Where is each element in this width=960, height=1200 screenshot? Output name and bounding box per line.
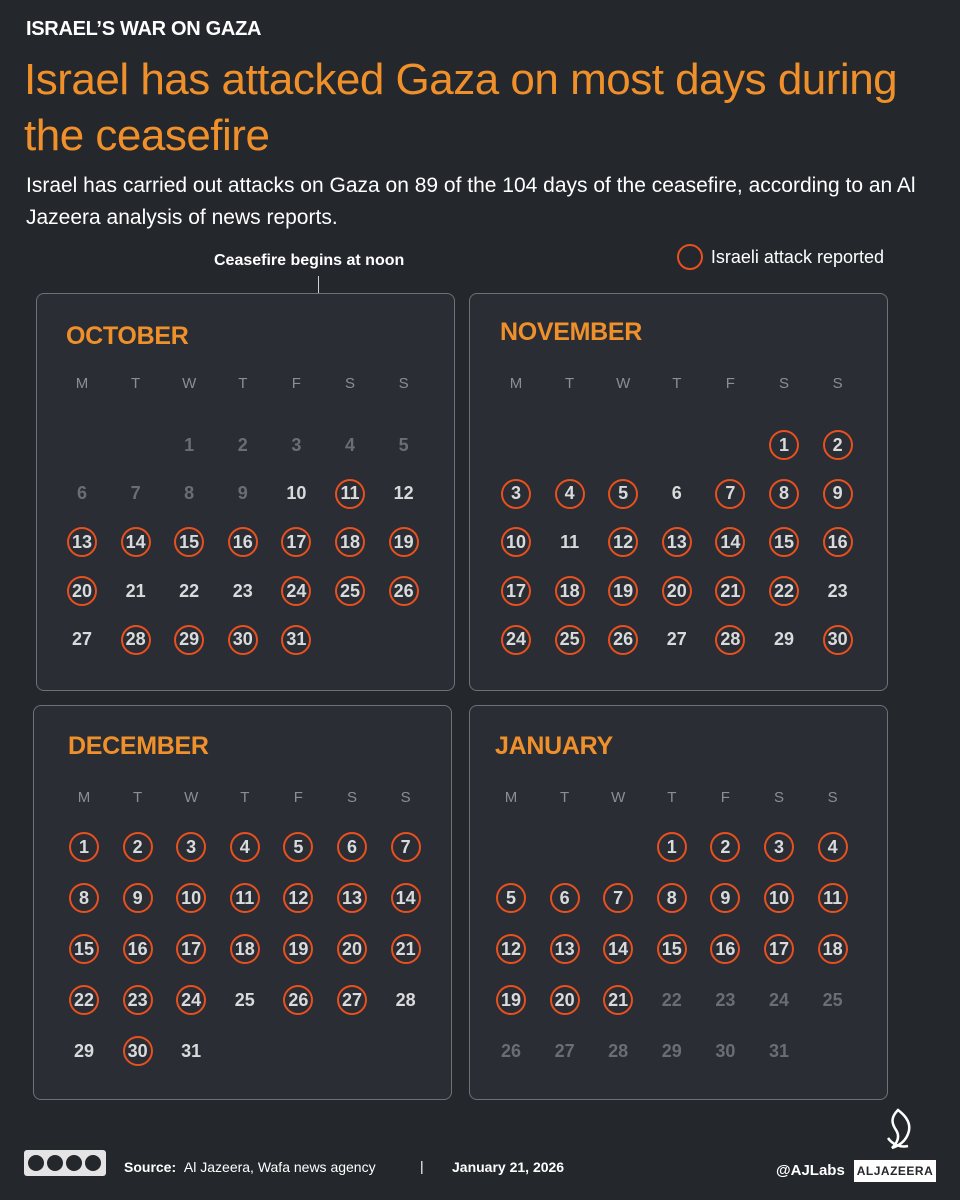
day-attack-reported: 19 (608, 576, 638, 606)
weekday-label: T (238, 374, 248, 392)
day-attack-reported: 1 (69, 832, 99, 862)
day-attack-reported: 1 (657, 832, 687, 862)
day: 21 (125, 580, 146, 601)
day-attack-reported: 3 (501, 479, 531, 509)
creative-commons-icon (24, 1150, 106, 1176)
page-title: Israel has attacked Gaza on most days during the ceasefire (24, 55, 898, 160)
day-attack-reported: 24 (281, 576, 311, 606)
weekday-label: M (509, 374, 523, 392)
day: 28 (608, 1040, 629, 1061)
day-attack-reported: 26 (283, 985, 313, 1015)
day: 10 (286, 483, 307, 504)
footer-separator: | (420, 1158, 424, 1174)
weekday-label: M (504, 788, 518, 806)
day-attack-reported: 9 (823, 479, 853, 509)
day-attack-reported: 15 (769, 527, 799, 557)
weekday-label: T (133, 788, 143, 806)
day-attack-reported: 8 (769, 479, 799, 509)
day-attack-reported: 16 (123, 934, 153, 964)
day-attack-reported: 14 (391, 883, 421, 913)
weekday-label: T (565, 374, 575, 392)
day-attack-reported: 10 (176, 883, 206, 913)
day-attack-reported: 7 (391, 832, 421, 862)
day-attack-reported: 14 (121, 527, 151, 557)
weekday-label: S (398, 374, 409, 392)
weekday-label: S (778, 374, 789, 392)
weekday-label: W (611, 788, 626, 806)
weekday-label: T (131, 374, 141, 392)
month-title: DECEMBER (68, 732, 209, 760)
day-attack-reported: 13 (337, 883, 367, 913)
day: 1 (184, 434, 195, 455)
day-attack-reported: 15 (657, 934, 687, 964)
day: 4 (344, 434, 355, 455)
weekday-label: T (240, 788, 250, 806)
day-attack-reported: 20 (67, 576, 97, 606)
day-attack-reported: 1 (769, 430, 799, 460)
legend-label: Israeli attack reported (710, 246, 884, 267)
day-attack-reported: 28 (715, 625, 745, 655)
day-attack-reported: 5 (283, 832, 313, 862)
weekday-label: S (773, 788, 784, 806)
day-attack-reported: 2 (710, 832, 740, 862)
day: 5 (398, 434, 409, 455)
day-attack-reported: 4 (555, 479, 585, 509)
day: 24 (768, 989, 790, 1010)
weekday-label: W (616, 374, 631, 392)
weekday-label: S (832, 374, 843, 392)
day-attack-reported: 8 (657, 883, 687, 913)
day: 31 (768, 1040, 790, 1061)
day-attack-reported: 12 (283, 883, 313, 913)
day-attack-reported: 22 (69, 985, 99, 1015)
day-attack-reported: 19 (496, 985, 526, 1015)
day: 30 (715, 1040, 736, 1061)
day: 27 (554, 1040, 575, 1061)
subtitle: Israel has carried out attacks on Gaza on 89 of the 104 days of the ceasefire, according to an Al Jazeera analysis of news reports. (26, 174, 916, 229)
day: 23 (827, 580, 848, 601)
weekday-label: W (182, 374, 197, 392)
day-attack-reported: 13 (67, 527, 97, 557)
weekday-label: S (346, 788, 357, 806)
day-attack-reported: 26 (389, 576, 419, 606)
day-attack-reported: 21 (715, 576, 745, 606)
day: 27 (666, 629, 687, 650)
legend (677, 244, 884, 270)
aljazeera-logo-icon (878, 1108, 918, 1154)
day-attack-reported: 21 (603, 985, 633, 1015)
day-attack-reported: 17 (281, 527, 311, 557)
day-attack-reported: 10 (501, 527, 531, 557)
day-attack-reported: 3 (176, 832, 206, 862)
day-attack-reported: 30 (123, 1036, 153, 1066)
day: 31 (181, 1040, 202, 1061)
legend-ring-icon (677, 244, 703, 270)
day-attack-reported: 16 (710, 934, 740, 964)
weekday-label: F (293, 788, 303, 806)
weekday-label: S (827, 788, 838, 806)
day-attack-reported: 4 (230, 832, 260, 862)
day-attack-reported: 10 (764, 883, 794, 913)
day: 7 (130, 483, 141, 504)
day-attack-reported: 12 (496, 934, 526, 964)
day: 25 (234, 989, 255, 1010)
day-attack-reported: 3 (764, 832, 794, 862)
weekday-label: S (344, 374, 355, 392)
day-attack-reported: 18 (555, 576, 585, 606)
day-attack-reported: 18 (230, 934, 260, 964)
day-attack-reported: 9 (710, 883, 740, 913)
day-attack-reported: 11 (335, 479, 365, 509)
day: 3 (291, 434, 302, 455)
month-title: NOVEMBER (500, 318, 643, 346)
day-attack-reported: 20 (662, 576, 692, 606)
day: 11 (560, 531, 580, 552)
day-attack-reported: 2 (823, 430, 853, 460)
day-attack-reported: 24 (501, 625, 531, 655)
month-title: OCTOBER (66, 322, 189, 350)
day-attack-reported: 9 (123, 883, 153, 913)
day: 26 (500, 1040, 522, 1061)
ajlabs-handle: @AJLabs (776, 1162, 845, 1179)
day-attack-reported: 6 (337, 832, 367, 862)
weekday-label: W (184, 788, 199, 806)
day-attack-reported: 14 (603, 934, 633, 964)
day: 22 (179, 580, 200, 601)
day-attack-reported: 23 (123, 985, 153, 1015)
day-attack-reported: 5 (496, 883, 526, 913)
day-attack-reported: 26 (608, 625, 638, 655)
month-title: JANUARY (495, 732, 613, 760)
day: 29 (73, 1040, 95, 1061)
day-attack-reported: 17 (764, 934, 794, 964)
day-attack-reported: 12 (608, 527, 638, 557)
day-attack-reported: 19 (283, 934, 313, 964)
day-attack-reported: 28 (121, 625, 151, 655)
day: 23 (715, 989, 736, 1010)
day-attack-reported: 17 (176, 934, 206, 964)
weekday-label: F (291, 374, 301, 392)
day-attack-reported: 16 (228, 527, 258, 557)
day-attack-reported: 16 (823, 527, 853, 557)
day-attack-reported: 5 (608, 479, 638, 509)
day: 29 (773, 629, 795, 650)
day-attack-reported: 24 (176, 985, 206, 1015)
day: 27 (71, 629, 93, 650)
weekday-label: S (400, 788, 411, 806)
day: 29 (661, 1040, 682, 1061)
day-attack-reported: 2 (123, 832, 153, 862)
day-attack-reported: 14 (715, 527, 745, 557)
day-attack-reported: 11 (230, 883, 260, 913)
weekday-label: T (560, 788, 570, 806)
day: 28 (395, 989, 416, 1010)
day-attack-reported: 4 (818, 832, 848, 862)
weekday-label: M (75, 374, 89, 392)
day-attack-reported: 25 (335, 576, 365, 606)
day-attack-reported: 6 (550, 883, 580, 913)
day-attack-reported: 7 (603, 883, 633, 913)
day-attack-reported: 15 (174, 527, 204, 557)
day-attack-reported: 19 (389, 527, 419, 557)
day-attack-reported: 7 (715, 479, 745, 509)
aljazeera-badge: ALJAZEERA (854, 1160, 936, 1182)
weekday-label: F (725, 374, 735, 392)
day-attack-reported: 27 (337, 985, 367, 1015)
day-attack-reported: 18 (335, 527, 365, 557)
day: 22 (661, 989, 682, 1010)
day: 2 (237, 434, 248, 455)
day-attack-reported: 11 (818, 883, 848, 913)
day-attack-reported: 25 (555, 625, 585, 655)
day-attack-reported: 30 (228, 625, 258, 655)
day: 12 (393, 483, 414, 504)
weekday-label: M (77, 788, 91, 806)
weekday-label: F (720, 788, 730, 806)
day-attack-reported: 13 (662, 527, 692, 557)
publish-date: January 21, 2026 (452, 1159, 565, 1175)
day-attack-reported: 20 (550, 985, 580, 1015)
day-attack-reported: 15 (69, 934, 99, 964)
day: 23 (232, 580, 253, 601)
weekday-label: T (667, 788, 677, 806)
weekday-label: T (672, 374, 682, 392)
day-attack-reported: 18 (818, 934, 848, 964)
day-attack-reported: 8 (69, 883, 99, 913)
kicker: ISRAEL’S WAR ON GAZA (26, 18, 262, 40)
day-attack-reported: 17 (501, 576, 531, 606)
day-attack-reported: 22 (769, 576, 799, 606)
day-attack-reported: 31 (281, 625, 311, 655)
day-attack-reported: 21 (391, 934, 421, 964)
source-note: Source: Al Jazeera, Wafa news agency (124, 1159, 376, 1175)
day: 9 (237, 483, 248, 504)
day: 6 (671, 483, 682, 504)
day-attack-reported: 30 (823, 625, 853, 655)
day: 8 (184, 483, 195, 504)
day-attack-reported: 20 (337, 934, 367, 964)
ceasefire-annotation: Ceasefire begins at noon (214, 252, 405, 269)
day-attack-reported: 29 (174, 625, 204, 655)
day-attack-reported: 13 (550, 934, 580, 964)
day: 6 (76, 483, 87, 504)
day: 25 (822, 989, 843, 1010)
